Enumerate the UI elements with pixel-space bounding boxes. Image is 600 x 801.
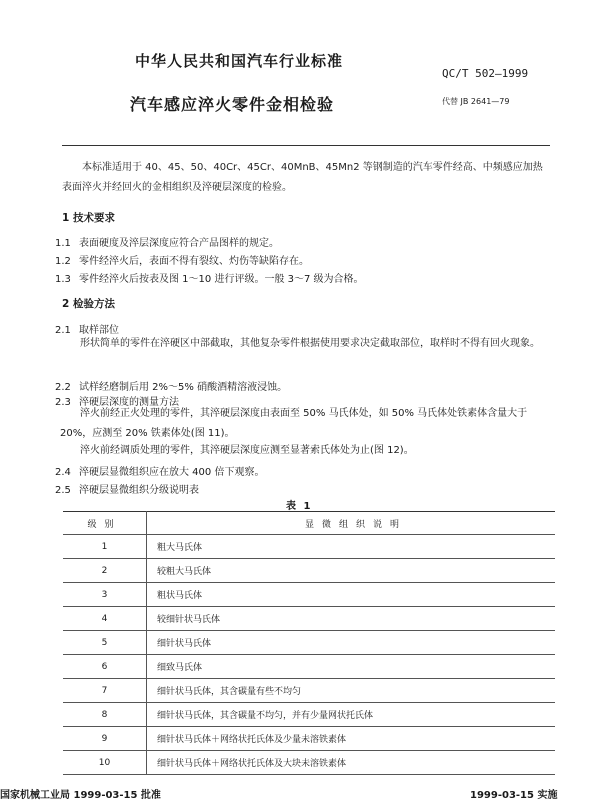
grade-cell: 5 — [63, 631, 147, 655]
item-number: 1.2 — [55, 256, 71, 267]
item-number: 1.3 — [55, 274, 71, 285]
grade-cell: 3 — [63, 583, 147, 607]
section-2-heading: 2 检验方法 — [62, 298, 115, 310]
item-title: 淬硬层深度的测量方法 — [79, 397, 179, 408]
table-row — [63, 607, 555, 631]
standard-title: 中华人民共和国汽车行业标准 — [135, 52, 344, 70]
table-row — [63, 631, 555, 655]
approval-note: 国家机械工业局 1999-03-15 批准 — [0, 790, 161, 801]
description-cell: 细针状马氏体，其含碳量不均匀，并有少量网状托氏体 — [147, 703, 556, 727]
description-cell: 细针状马氏体＋网络状托氏体及少量未溶铁素体 — [147, 727, 556, 751]
item-2-5 — [55, 481, 199, 496]
grade-cell: 2 — [63, 559, 147, 583]
item-1-1 — [55, 234, 279, 249]
item-1-2 — [55, 252, 309, 267]
item-text: 淬硬层显微组织应在放大 400 倍下观察。 — [79, 467, 265, 478]
grade-cell: 9 — [63, 727, 147, 751]
grade-cell: 4 — [63, 607, 147, 631]
item-text: 试样经磨制后用 2%～5% 硝酸酒精溶液浸蚀。 — [79, 382, 288, 393]
description-cell: 较细针状马氏体 — [147, 607, 556, 631]
grade-cell: 10 — [63, 751, 147, 775]
table-row — [63, 703, 555, 727]
description-cell: 细针状马氏体＋网络状托氏体及大块未溶铁素体 — [147, 751, 556, 775]
standard-code: QC/T 502—1999 — [442, 67, 529, 80]
table-row — [63, 751, 555, 775]
item-text: 淬硬层显微组织分级说明表 — [79, 485, 199, 496]
item-1-3 — [55, 270, 364, 285]
table-row — [63, 559, 555, 583]
table-row — [63, 655, 555, 679]
item-number: 2.3 — [55, 397, 71, 408]
table-row — [63, 727, 555, 751]
description-cell: 细致马氏体 — [147, 655, 556, 679]
description-cell: 细针状马氏体，其含碳量有些不均匀 — [147, 679, 556, 703]
item-2-3-text-2: 淬火前经调质处理的零件，其淬硬层深度应测至显著索氏体处为止(图 12)。 — [80, 445, 414, 456]
item-number: 1.1 — [55, 238, 71, 249]
table-title: 表 1 — [286, 501, 313, 512]
item-number: 2.2 — [55, 382, 71, 393]
grade-column-header: 级别 — [63, 512, 147, 535]
document-title: 汽车感应淬火零件金相检验 — [130, 95, 335, 114]
header-divider — [62, 145, 550, 146]
implementation-note: 1999-03-15 实施 — [470, 790, 558, 801]
item-text: 零件经淬火后，表面不得有裂纹、灼伤等缺陷存在。 — [79, 256, 309, 267]
grade-table — [63, 511, 555, 775]
table-row — [63, 535, 555, 559]
item-text: 表面硬度及淬层深度应符合产品图样的规定。 — [79, 238, 279, 249]
description-cell: 粗大马氏体 — [147, 535, 556, 559]
grade-cell: 8 — [63, 703, 147, 727]
item-title: 取样部位 — [79, 325, 119, 336]
item-2-4 — [55, 463, 264, 478]
description-cell: 粗状马氏体 — [147, 583, 556, 607]
table-row — [63, 583, 555, 607]
replaces-note: 代替 JB 2641—79 — [442, 97, 510, 106]
description-cell: 较粗大马氏体 — [147, 559, 556, 583]
grade-cell: 1 — [63, 535, 147, 559]
item-number: 2.5 — [55, 485, 71, 496]
item-2-1-text: 形状简单的零件在淬硬区中部截取，其他复杂零件根据使用要求决定截取部位，取样时不得有回火现象。 — [80, 338, 540, 349]
intro-paragraph: 本标准适用于 40、45、50、40Cr、45Cr、40MnB、45Mn2 等钢制造的汽车零件经高、中频感应加热表面淬火并经回火的金相组织及淬硬层深度的检验。 — [62, 162, 543, 193]
item-2-2 — [55, 378, 287, 393]
section-1-heading: 1 技术要求 — [62, 212, 115, 224]
item-number: 2.4 — [55, 467, 71, 478]
item-number: 2.1 — [55, 325, 71, 336]
item-text: 零件经淬火后按表及图 1～10 进行评级。一般 3～7 级为合格。 — [79, 274, 364, 285]
table-header-row — [63, 512, 555, 535]
table-row — [63, 679, 555, 703]
item-2-3-text-1: 淬火前经正火处理的零件，其淬硬层深度由表面至 50% 马氏体处，如 50% 马氏体处铁素体含量大于 20%，应测至 20% 铁素体处(图 11)。 — [60, 408, 528, 439]
description-cell: 细针状马氏体 — [147, 631, 556, 655]
description-column-header: 显微组织说明 — [147, 512, 556, 535]
grade-cell: 6 — [63, 655, 147, 679]
grade-cell: 7 — [63, 679, 147, 703]
